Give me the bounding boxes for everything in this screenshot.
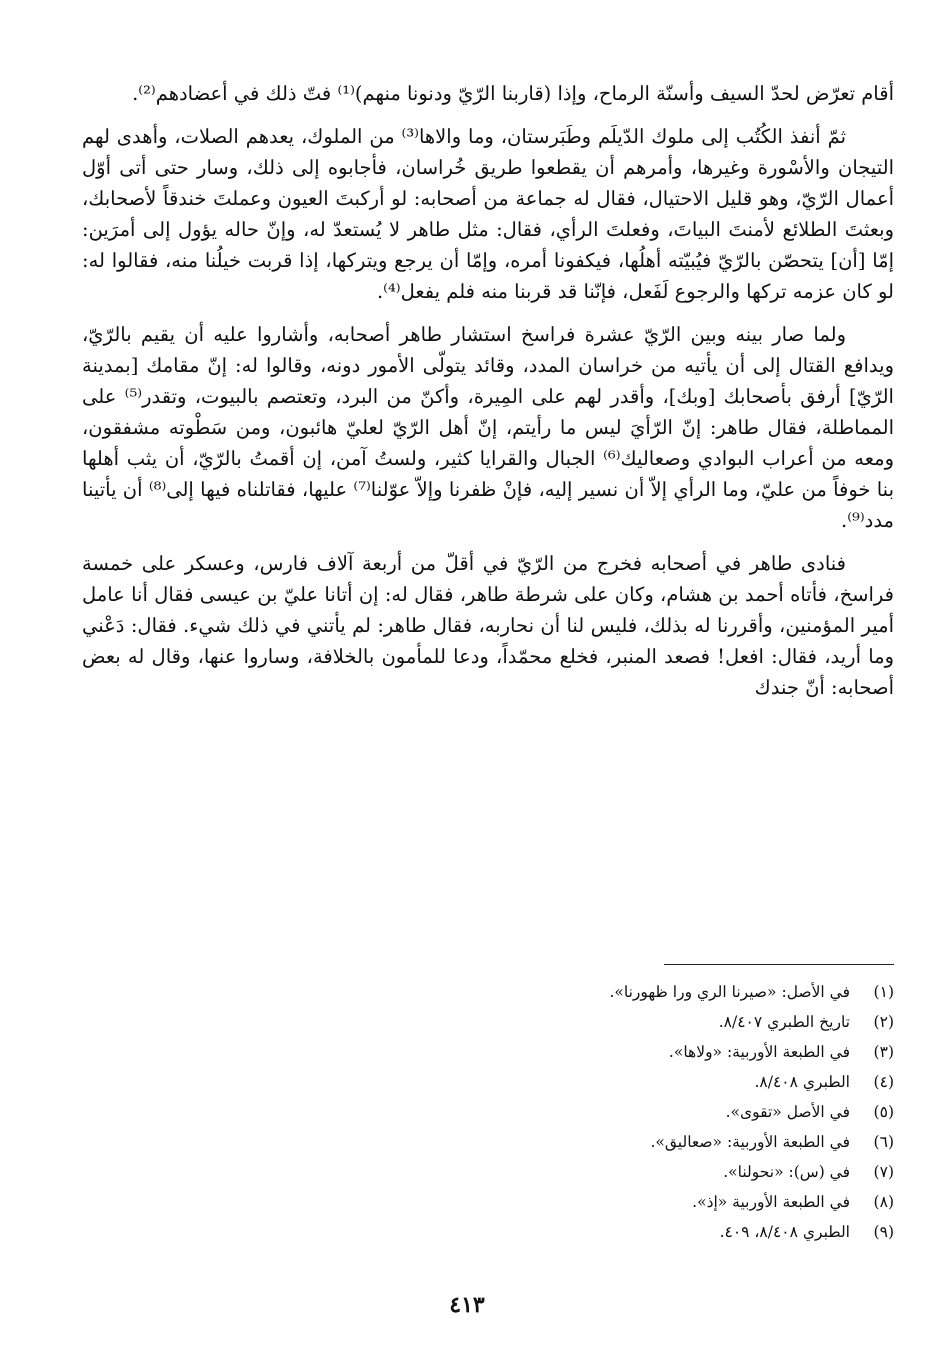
footnote-item <box>560 1007 894 1037</box>
paragraph-3: ولما صار بينه وبين الرّيّ عشرة فراسخ استشار طاهر أصحابه، وأشاروا عليه أن يقيم بالرّيّ، ويدافع القتال إلى أن يأتيه من خراسان المدد، وقائد يتولّى الأمور دونه، وقالوا له: إنّ مقامك [بمدينة الرّيّ] أرفق بأصحابك [وبك]، وأقدر لهم على المِيرة، وأكنّ من البرد، وتعتصم بالبيوت، وتقدر⁽⁵⁾ على المماطلة، فقال طاهر: إنّ الرّأيَ ليس ما رأيتم، إنّ أهل الرّيّ لعليّ هائبون، ومن سَطْوته مشفقون، ومعه من أعراب البوادي وصعاليك⁽⁶⁾ الجبال والقرايا كثير، ولستُ آمن، إن أقمتُ بالرّيّ، أن يثب أهلها بنا خوفاً من عليّ، وما الرأي إلاّ أن نسير إليه، فإنْ ظفرنا وإلاّ عوّلنا⁽⁷⁾ عليها، فقاتلناه فيها إلى⁽⁸⁾ أن يأتينا مدد⁽⁹⁾. <box>82 323 894 532</box>
footnote-item <box>560 977 894 1007</box>
footnote-item <box>560 1217 894 1247</box>
paragraph-1: أقام تعرّض لحدّ السيف وأسنّة الرماح، وإذا (قاربنا الرّيّ ودنونا منهم)⁽¹⁾ فتّ ذلك في أعضادهم⁽²⁾. <box>132 82 894 105</box>
footnote-number: (٣) <box>873 1043 894 1061</box>
paragraph-2: ثمّ أنفذ الكُتُب إلى ملوك الدّيلَم وطَبَرستان، وما والاها⁽³⁾ من الملوك، يعدهم الصلات، وأهدى لهم التيجان والأسْورة وغيرها، وأمرهم أن يقطعوا طريق خُراسان، فأجابوه إلى ذلك، وسار حتى أتى أوّل أعمال الرّيّ، وهو قليل الاحتيال، فقال له جماعة من أصحابه: لو أركبتَ العيون وعملتَ خندقاً لأصحابك، وبعثتَ الطلائع لأمنتَ البياتَ، وفعلتَ الرأي، فقال: مثل طاهر لا يُستعدّ له، وإنّ حاله يؤول إلى أمرَين: إمّا [أن] يتحصّن بالرّيّ فيُبيّته أهلُها، فيكفونا أمره، وإمّا أن يرجع ويتركها، إذا قربت خيلُنا منه، فقالوا له: لو كان عزمه تركها والرجوع لَفَعل، فإنّنا قد قربنا منه فلم يفعل⁽⁴⁾. <box>82 125 894 303</box>
main-text <box>82 78 894 715</box>
paragraph-4: فنادى طاهر في أصحابه فخرج من الرّيّ في أقلّ من أربعة آلاف فارس، وعسكر على خمسة فراسخ، فأتاه أحمد بن هشام، وكان على شرطة طاهر، فقال له: إن أتانا عليّ بن عيسى فقال أنا عامل أمير المؤمنين، وأقررنا له بذلك، فليس لنا أن نحاربه، فقال طاهر: لم يأتني في ذلك شيء. فقال: دَعْني وما أريد، فقال: افعل! فصعد المنبر، فخلع محمّداً، ودعا للمأمون بالخلافة، وساروا عنها، وقال له بعض أصحابه: أنّ جندك <box>82 552 894 699</box>
footnote-number: (٤) <box>873 1073 894 1091</box>
footnote-item <box>560 1187 894 1217</box>
footnote-text: في الطبعة الأوربية «إذ». <box>692 1193 850 1211</box>
footnote-number: (٨) <box>873 1193 894 1211</box>
footnote-text: في الطبعة الأوربية: «صعاليق». <box>650 1133 850 1151</box>
footnote-item <box>560 1037 894 1067</box>
footnote-number: (٩) <box>873 1223 894 1241</box>
footnote-number: (٥) <box>873 1103 894 1121</box>
footnote-text: تاريخ الطبري ٨/٤٠٧. <box>718 1013 850 1031</box>
page-number: ٤١٣ <box>449 1292 485 1318</box>
footnote-number: (٧) <box>873 1163 894 1181</box>
footnote-item <box>560 1157 894 1187</box>
footnote-divider <box>664 964 894 965</box>
footnote-text: الطبري ٨/٤٠٨، ٤٠٩. <box>719 1223 850 1241</box>
footnotes <box>560 964 894 1247</box>
footnote-number: (٢) <box>873 1013 894 1031</box>
footnote-item <box>560 1067 894 1097</box>
footnote-item <box>560 1127 894 1157</box>
footnote-text: في الأصل: «صيرنا الري ورا ظهورنا». <box>609 983 850 1001</box>
footnote-number: (١) <box>873 983 894 1001</box>
footnote-text: الطبري ٨/٤٠٨. <box>754 1073 850 1091</box>
footnote-text: في الأصل «تقوى». <box>725 1103 850 1121</box>
footnote-number: (٦) <box>873 1133 894 1151</box>
footnote-text: في الطبعة الأوربية: «ولاها». <box>668 1043 850 1061</box>
footnote-text: في (س): «نحولنا». <box>723 1163 850 1181</box>
footnote-item <box>560 1097 894 1127</box>
